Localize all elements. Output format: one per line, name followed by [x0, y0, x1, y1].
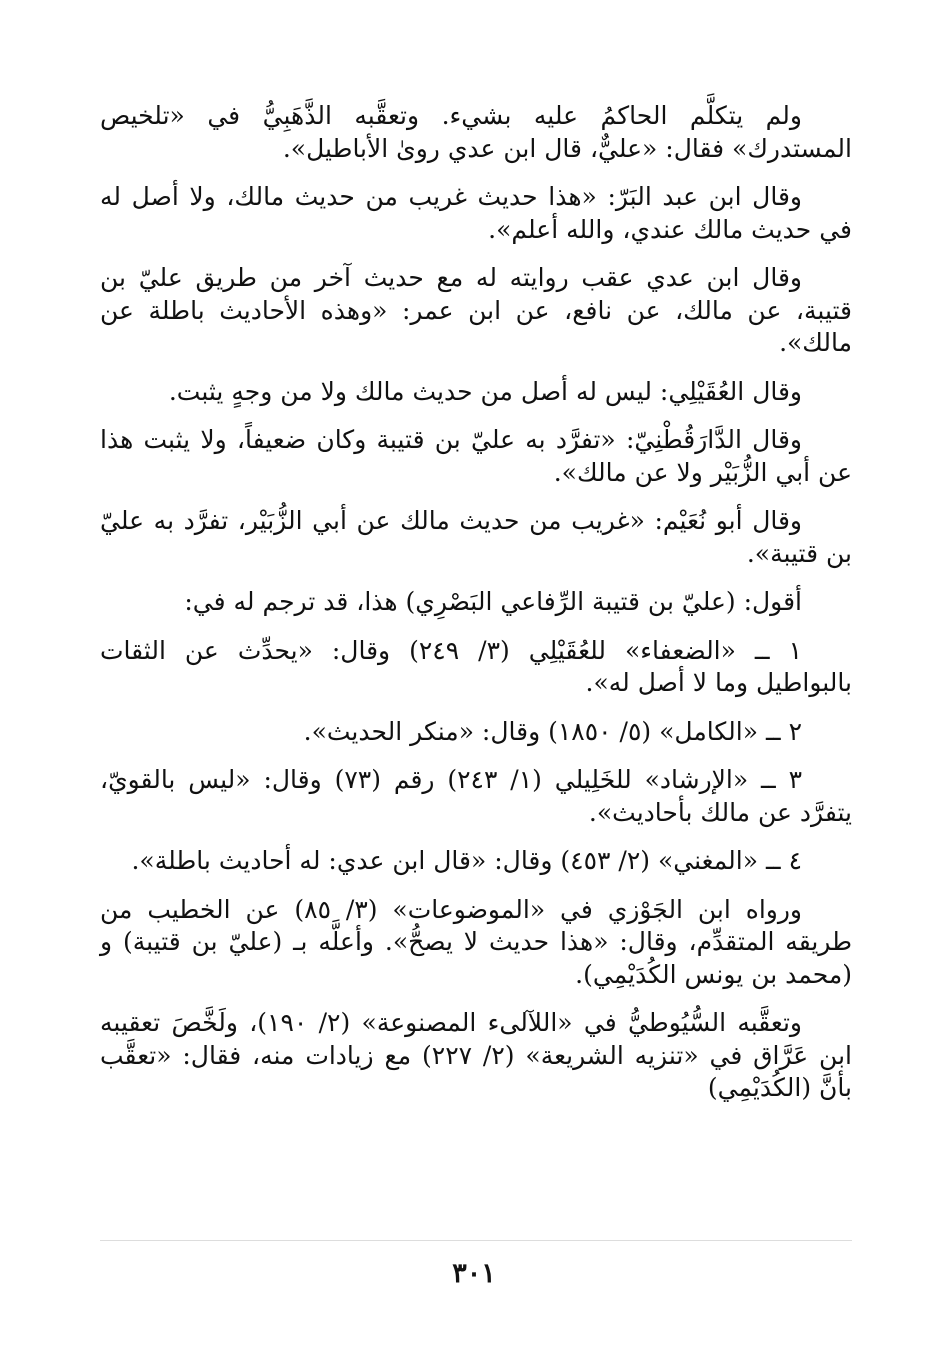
paragraph-9: وتعقَّبه السُّيُوطيُّ في «اللآلىء المصنوعة» (٢/ ١٩٠)، ولَخَّصَ تعقيبه ابن عَرَّاق في «تنزيه الشريعة» (٢/ ٢٢٧) مع زيادات منه، فقال: «تعقَّب بأنَّ (الكُدَيْمِي)	[100, 1008, 852, 1102]
paragraph-7: أقول: (عليّ بن قتيبة الرِّفاعي البَصْرِي) هذا، قد ترجم له في:	[184, 587, 802, 616]
list-item-2: ٢ ــ «الكامل» (٥/ ١٨٥٠) وقال: «منكر الحديث».	[303, 716, 802, 746]
list-item-3: ٣ ــ «الإرشاد» للخَلِيلي (١/ ٢٤٣) رقم (٧٣) وقال: «ليس بالقويّ، يتفرَّد عن مالك بأحاديث».	[100, 765, 852, 827]
list-item-1: ١ ــ «الضعفاء» للعُقَيْلِي (٣/ ٢٤٩) وقال: «يحدِّث عن الثقات بالبواطيل وما لا أصل له».	[100, 635, 852, 697]
paragraph-2: وقال ابن عبد البَرّ: «هذا حديث غريب من حديث مالك، ولا أصل له في حديث مالك عندي، والله أعلم».	[100, 182, 852, 244]
list-item-4: ٤ ــ «المغني» (٢/ ٤٥٣) وقال: «قال ابن عدي: له أحاديث باطلة».	[131, 846, 802, 875]
page-number: ٣٠١	[452, 1258, 496, 1289]
paragraph-4: وقال العُقَيْلِي: ليس له أصل من حديث مالك ولا من وجهٍ يثبت.	[168, 376, 802, 406]
paragraph-1: ولم يتكلَّم الحاكمُ عليه بشيء. وتعقَّبه الذَّهَبِيُّ في «تلخيص المستدرك» فقال: «عليٌّ، قال ابن عدي روىٰ الأباطيل».	[100, 101, 852, 163]
paragraph-8: ورواه ابن الجَوْزي في «الموضوعات» (٣/ ٨٥) عن الخطيب من طريقه المتقدِّم، وقال: «هذا حديث لا يصحُّ». وأعلَّه بـ (عليّ بن قتيبة) و (محمد بن يونس الكُدَيْمِي).	[100, 894, 852, 989]
paragraph-5: وقال الدَّارَقُطْنِيّ: «تفرَّد به عليّ بن قتيبة وكان ضعيفاً، ولا يثبت هذا عن أبي الزُّبَيْر ولا عن مالك».	[100, 425, 852, 487]
footer-divider	[100, 1240, 852, 1241]
body-text	[100, 100, 852, 1121]
paragraph-3: وقال ابن عدي عقب روايته له مع حديث آخر من طريق عليّ بن قتيبة، عن مالك، عن نافع، عن ابن عمر: «وهذه الأحاديث باطلة عن مالك».	[100, 263, 852, 357]
paragraph-6: وقال أبو نُعَيْم: «غريب من حديث مالك عن أبي الزُّبَيْر، تفرَّد به عليّ بن قتيبة».	[100, 506, 852, 568]
